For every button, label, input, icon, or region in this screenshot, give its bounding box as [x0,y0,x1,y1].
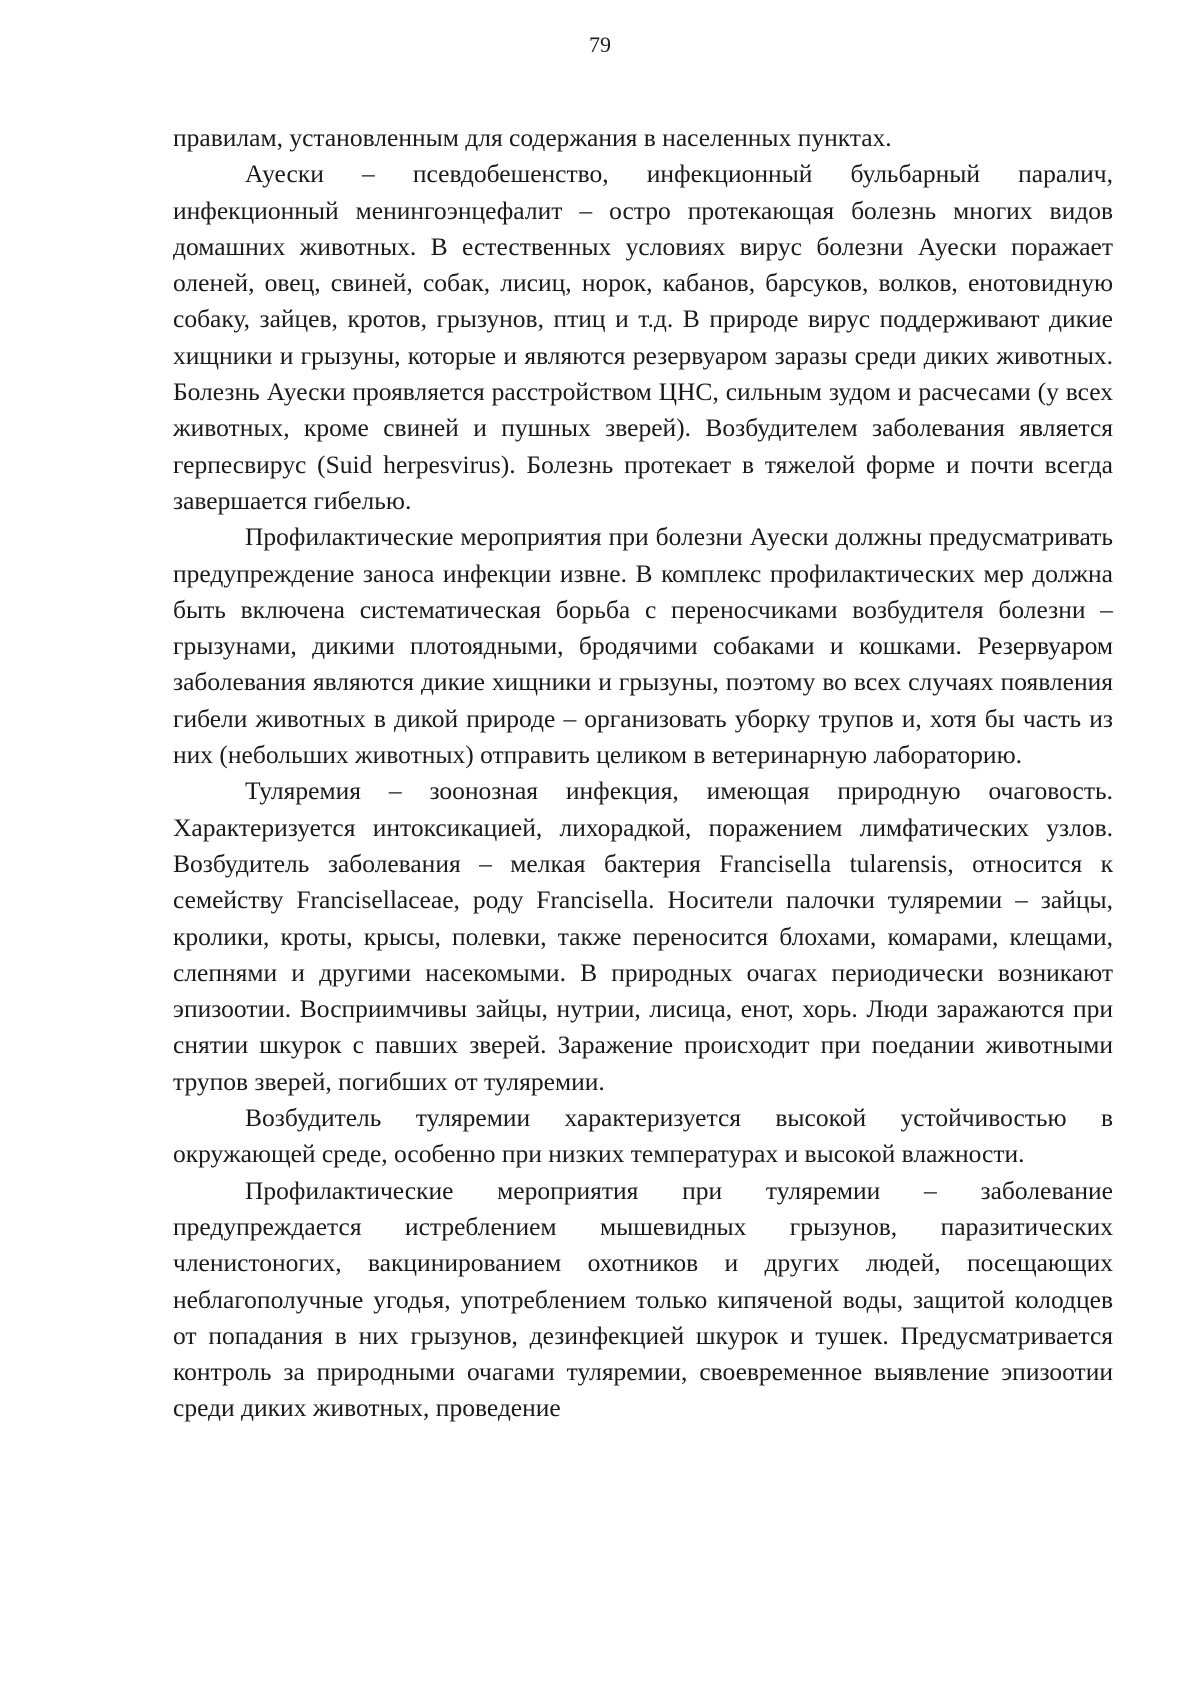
paragraph-tularemia-prevention: Профилактические мероприятия при туляремии – заболевание предупреждается истреблением мышевидных грызунов, паразитических членистоногих, вакцинированием охотников и других людей, посещающих неблагополучные угодья, употреблением только кипяченой воды, защитой колодцев от попадания в них грызунов, дезинфекцией шкурок и тушек. Предусматривается контроль за природными очагами туляремии, своевременное выявление эпизоотии среди диких животных, проведение [173,1175,1113,1423]
paragraph-aujeszky-description: Ауески – псевдобешенство, инфекционный бульбарный паралич, инфекционный менингоэнцефалит – остро протекающая болезнь многих видов домашних животных. В естественных условиях вирус болезни Ауески поражает оленей, овец, свиней, собак, лисиц, норок, кабанов, барсуков, волков, енотовидную собаку, зайцев, кротов, грызунов, птиц и т.д. В природе вирус поддерживают дикие хищники и грызуны, которые и являются резервуаром заразы среди диких животных. Болезнь Ауески проявляется расстройством ЦНС, сильным зудом и расчесами (у всех животных, кроме свиней и пушных зверей). Возбудителем заболевания является герпесвирус (Suid herpesvirus). Болезнь протекает в тяжелой форме и почти всегда завершается гибелью. [173,159,1113,515]
page-number: 79 [589,32,611,57]
document-body [173,120,1113,1427]
paragraph-continuation: правилам, установленным для содержания в населенных пунктах. [173,123,892,152]
paragraph-tularemia-description: Туляремия – зоонозная инфекция, имеющая природную очаговость. Характеризуется интоксикацией, лихорадкой, поражением лимфатических узлов. Возбудитель заболевания – мелкая бактерия Francisella tularensis, относится к семейству Francisellaceae, роду Francisella. Носители палочки туляремии – зайцы, кролики, кроты, крысы, полевки, также переносится блохами, комарами, клещами, слепнями и другими насекомыми. В природных очагах периодически возникают эпизоотии. Восприимчивы зайцы, нутрии, лисица, енот, хорь. Люди заражаются при снятии шкурок с павших зверей. Заражение происходит при поедании животными трупов зверей, погибших от туляремии. [173,776,1113,1096]
paragraph-aujeszky-prevention: Профилактические мероприятия при болезни Ауески должны предусматривать предупреждение заноса инфекции извне. В комплекс профилактических мер должна быть включена систематическая борьба с переносчиками возбудителя болезни – грызунами, дикими плотоядными, бродячими собаками и кошками. Резервуаром заболевания являются дикие хищники и грызуны, поэтому во всех случаях появления гибели животных в дикой природе – организовать уборку трупов и, хотя бы часть из них (небольших животных) отправить целиком в ветеринарную лабораторию. [173,522,1113,770]
paragraph-tularemia-resistance: Возбудитель туляремии характеризуется высокой устойчивостью в окружающей среде, особенно при низких температурах и высокой влажности. [173,1103,1113,1169]
